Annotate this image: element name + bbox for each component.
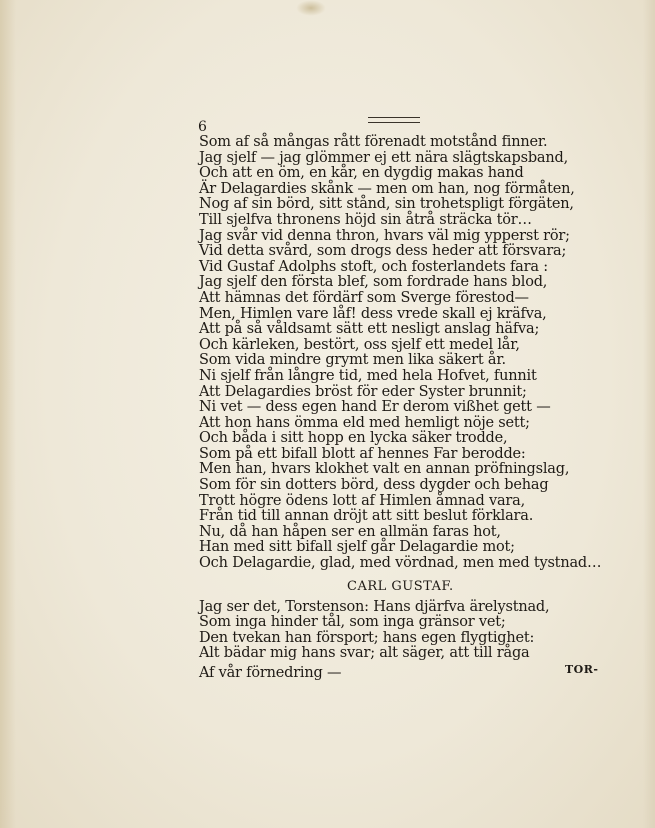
verse-line: Den tvekan han försport; hans egen flygtighet: xyxy=(199,629,535,646)
final-line-row xyxy=(199,662,599,681)
verse-line: Jag svår vid denna thron, hvars väl mig ypperst rör; xyxy=(199,227,570,244)
verse-line: Till sjelfva thronens höjd sin åtrå sträcka tör… xyxy=(199,211,532,228)
verse-lines-after xyxy=(199,600,599,662)
verse-line: Han med sitt bifall sjelf går Delagardie mot; xyxy=(199,539,515,556)
verse-line: Och båda i sitt hopp en lycka säker trodde, xyxy=(199,430,508,447)
verse-line: Som för sin dotters börd, dess dygder och behag xyxy=(199,477,549,494)
verse-line: Och att en öm, en kår, en dygdig makas hand xyxy=(199,165,524,182)
verse-line: Är Delagardies skånk — men om han, nog förmåten, xyxy=(199,180,575,197)
verse-line: Att Delagardies bröst för eder Syster brunnit; xyxy=(199,383,527,400)
verse-line: Jag ser det, Torstenson: Hans djärfva ärelystnad, xyxy=(199,598,550,615)
page-number: 6 xyxy=(198,119,207,135)
verse-line: Ni sjelf från långre tid, med hela Hofvet, funnit xyxy=(199,367,537,384)
verse-line: Att på så våldsamt sätt ett nesligt anslag häfva; xyxy=(199,321,540,338)
verse-line: Jag sjelf den första blef, som fordrade hans blod, xyxy=(199,274,548,291)
verse-line: Att hon hans ömma eld med hemligt nöje sett; xyxy=(199,414,530,431)
verse-line: Som af så mångas rått förenadt motstånd finner. xyxy=(199,134,548,150)
verse-text-block xyxy=(199,134,602,681)
verse-line: Nu, då han håpen ser en allmän faras hot, xyxy=(199,523,501,540)
page-shadow-left xyxy=(0,0,16,828)
verse-line: Nog af sin börd, sitt stånd, sin trohetspligt förgäten, xyxy=(199,196,574,213)
verse-line: Vid detta svård, som drogs dess heder att försvara; xyxy=(199,243,567,260)
header-ornament-rule xyxy=(368,117,420,123)
verse-line: Trott högre ödens lott af Himlen åmnad vara, xyxy=(199,492,525,509)
verse-line-final: Af vår förnedring — xyxy=(199,665,342,681)
verse-line: Som vida mindre grymt men lika säkert år. xyxy=(199,352,506,369)
verse-line: Som på ett bifall blott af hennes Far berodde: xyxy=(199,445,526,462)
verse-line: Från tid till annan dröjt att sitt beslut förklara. xyxy=(199,508,534,525)
verse-line: Men han, hvars klokhet valt en annan pröfningslag, xyxy=(199,461,570,478)
verse-line: Och kärleken, bestört, oss sjelf ett medel lår, xyxy=(199,336,520,353)
verse-line: Men, Himlen vare låf! dess vrede skall ej kräfva, xyxy=(199,305,547,322)
verse-line: Som inga hinder tål, som inga gränsor vet; xyxy=(199,614,506,631)
speaker-heading: CARL GUSTAF. xyxy=(347,578,454,594)
verse-line: Alt bädar mig hans svar; alt säger, att till råga xyxy=(199,645,530,662)
verse-line: Vid Gustaf Adolphs stoft, och fosterlandets fara : xyxy=(199,258,548,275)
verse-line: Ni vet — dess egen hand Er derom vißhet gett — xyxy=(199,399,551,416)
verse-lines-before xyxy=(199,134,602,572)
verse-line: Och Delagardie, glad, med vördnad, men med tystnad… xyxy=(199,555,602,572)
verse-line: Jag sjelf — jag glömmer ej ett nära slägtskapsband, xyxy=(199,149,568,166)
page-shadow-right xyxy=(643,0,655,828)
catchword: TOR- xyxy=(565,663,599,676)
verse-line: Att hämnas det fördärf som Sverge förestod— xyxy=(199,289,529,306)
paper-stain xyxy=(296,0,326,16)
